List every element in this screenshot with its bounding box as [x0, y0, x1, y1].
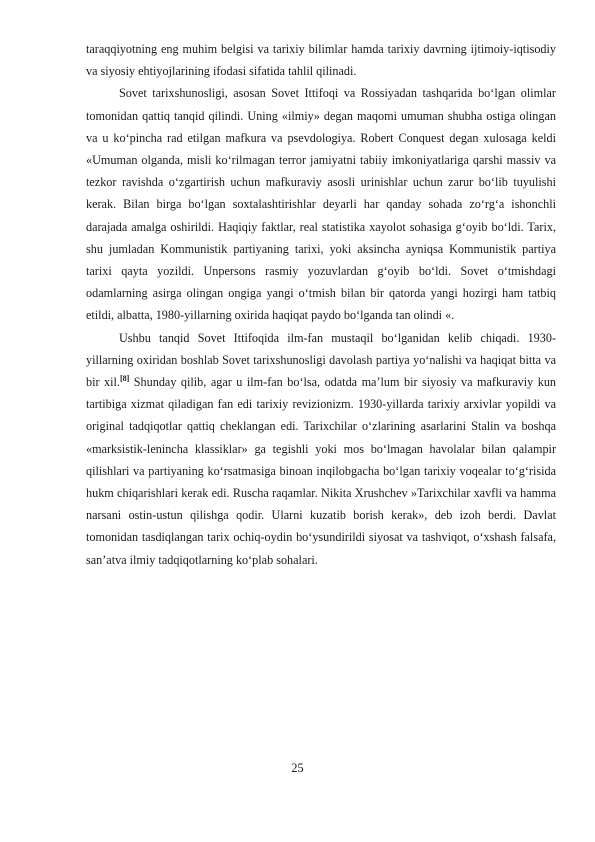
paragraph-3-part-2: Shunday qilib, agar u ilm-fan bo‘lsa, odatda ma’lum bir siyosiy va mafkuraviy kun tartibiga xizmat qiladigan fan edi tarixiy revizionizm. 1930-yillarda tarixiy arxivlar yopildi va original tadqiqotlar qattiq cheklangan edi. Tarixchilar o‘zlarining asarlarini Stalin va boshqa «marksistik-lenincha klassiklar» ga tegishli yoki mos bo‘lmagan havolalar bilan qalampir qilishlari va partiyaning ko‘rsatmasiga binoan inqilobgacha bo‘lgan tarixiy voqealar to‘g‘risida hukm chiqarishlari kerak edi. Ruscha raqamlar. Nikita Xrushchev »Tarixchilar xavfli va hamma narsani ostin-ustun qilishga qodir. Ularni kuzatib borish kerak», deb izoh berdi. Davlat tomonidan tasdiqlangan tarix ochiq-oydin bo‘ysundirildi siyosat va tashviqot, o‘xshash falsafa, san’atva ilmiy tadqiqotlarning ko‘plab sohalari.	[86, 375, 557, 567]
paragraph-3-part-1: Ushbu tanqid Sovet Ittifoqida ilm-fan mustaqil bo‘lganidan kelib chiqadi. 1930-yillarning oxiridan boshlab Sovet tarixshunosligi davolash partiya yo‘nalishi va haqiqat bitta va bir xil.	[86, 330, 556, 390]
paragraph-2: Sovet tarixshunosligi, asosan Sovet Ittifoqi va Rossiyadan tashqarida bo‘lgan olimlar tomonidan qattiq tanqid qilindi. Uning «ilmiy» degan maqomi umuman shubha ostiga olingan va u ko‘pincha rad etilgan mafkura va psevdologiya. Robert Conquest degan xulosaga keldi «Umuman olganda, misli ko‘rilmagan terror jamiyatni tabiiy imkoniyatlariga qarshi massiv va tezkor ravishda o‘zgartirish uchun mafkuraviy asosli urinishlar uchun zarur bo‘lib tuyulishi kerak. Bilan birga bo‘lgan soxtalashtirishlar deyarli har qanday sohada zo‘rg‘a ishonchli darajada amalga oshirildi. Haqiqiy faktlar, real statistika xayolot sohasiga g‘oyib bo‘ldi. Tarix, shu jumladan Kommunistik partiyaning tarixi, yoki aksincha ayniqsa Kommunistik partiya tarixi qayta yozildi. Unpersons rasmiy yozuvlardan g‘oyib bo‘ldi. Sovet o‘tmishdagi odamlarning asirga olingan ongiga yangi o‘tmish bilan bir qatorda yangi hozirgi ham tatbiq etildi, albatta, 1980-yillarning oxirida haqiqat paydo bo‘lganda tan olindi «.	[86, 86, 556, 323]
page-number: 25	[291, 761, 304, 775]
body-text	[86, 38, 556, 571]
paragraph-3	[86, 327, 556, 571]
paragraph-1: taraqqiyotning eng muhim belgisi va tarixiy bilimlar hamda tarixiy davrning ijtimoiy-iqtisodiy va siyosiy ehtiyojlarining ifodasi sifatida tahlil qilinadi.	[86, 42, 556, 79]
footnote-reference[interactable]: [8]	[119, 373, 130, 383]
